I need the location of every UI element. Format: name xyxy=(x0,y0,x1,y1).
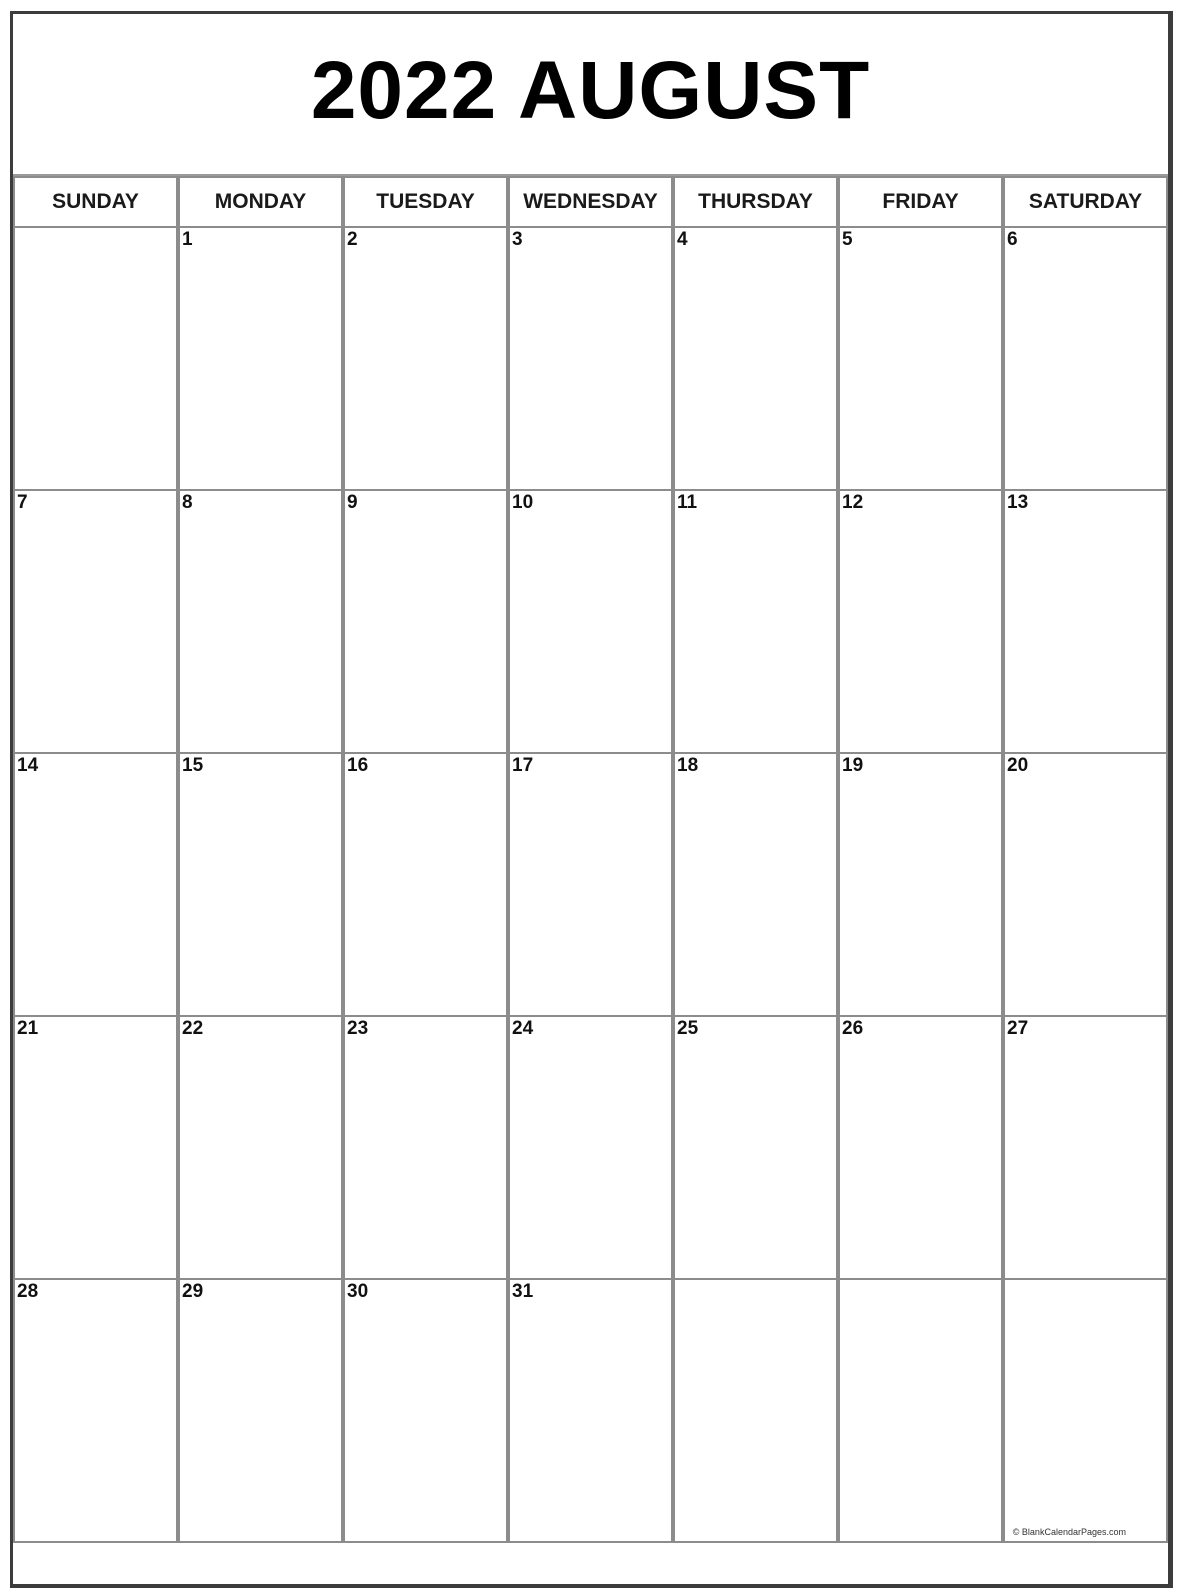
day-number xyxy=(840,1280,1001,1281)
day-cell xyxy=(838,491,1003,754)
day-number: 4 xyxy=(677,229,688,250)
day-cell xyxy=(178,754,343,1017)
day-cell xyxy=(508,228,673,491)
calendar-sheet xyxy=(10,11,1173,1588)
day-number: 21 xyxy=(17,1018,39,1039)
day-number: 1 xyxy=(182,229,193,250)
day-cell xyxy=(838,1280,1003,1543)
week-row-2 xyxy=(13,491,1168,754)
day-cell xyxy=(178,491,343,754)
day-number: 30 xyxy=(347,1281,369,1302)
day-number: 18 xyxy=(677,755,699,776)
day-cell xyxy=(13,1280,178,1543)
day-cell xyxy=(508,754,673,1017)
day-cell xyxy=(508,1017,673,1280)
day-number: 5 xyxy=(842,229,853,250)
day-number: 6 xyxy=(1007,229,1018,250)
day-number: 8 xyxy=(182,492,193,513)
day-number: 26 xyxy=(842,1018,864,1039)
day-number: 10 xyxy=(512,492,534,513)
weekday-saturday: SATURDAY xyxy=(1003,176,1168,228)
day-number: 15 xyxy=(182,755,204,776)
day-cell xyxy=(508,1280,673,1543)
day-cell xyxy=(343,491,508,754)
day-cell xyxy=(343,754,508,1017)
week-row-1 xyxy=(13,228,1168,491)
day-number: 27 xyxy=(1007,1018,1029,1039)
day-cell xyxy=(1003,228,1168,491)
day-cell xyxy=(343,1280,508,1543)
day-number: 19 xyxy=(842,755,864,776)
weekday-sunday: SUNDAY xyxy=(13,176,178,228)
day-cell xyxy=(1003,1017,1168,1280)
day-number: 22 xyxy=(182,1018,204,1039)
weekday-wednesday: WEDNESDAY xyxy=(508,176,673,228)
day-cell xyxy=(508,491,673,754)
calendar-grid xyxy=(13,176,1168,1543)
day-cell xyxy=(13,491,178,754)
day-number: 29 xyxy=(182,1281,204,1302)
weekday-thursday: THURSDAY xyxy=(673,176,838,228)
day-number xyxy=(675,1280,836,1281)
day-cell xyxy=(673,754,838,1017)
day-number: 17 xyxy=(512,755,534,776)
calendar-title: 2022 AUGUST xyxy=(310,45,871,136)
day-number: 28 xyxy=(17,1281,39,1302)
day-number: 9 xyxy=(347,492,358,513)
weekday-tuesday: TUESDAY xyxy=(343,176,508,228)
day-cell xyxy=(1003,491,1168,754)
weekday-monday: MONDAY xyxy=(178,176,343,228)
day-number xyxy=(15,228,176,229)
weekday-header-row xyxy=(13,176,1168,228)
day-number: 16 xyxy=(347,755,369,776)
day-cell xyxy=(178,1280,343,1543)
week-row-4 xyxy=(13,1017,1168,1280)
week-row-5 xyxy=(13,1280,1168,1543)
week-row-3 xyxy=(13,754,1168,1017)
day-cell xyxy=(673,1280,838,1543)
day-number: 14 xyxy=(17,755,39,776)
day-cell xyxy=(838,1017,1003,1280)
day-number: 11 xyxy=(677,492,698,513)
day-number: 13 xyxy=(1007,492,1029,513)
day-number: 3 xyxy=(512,229,523,250)
day-number: 20 xyxy=(1007,755,1029,776)
day-cell xyxy=(13,1017,178,1280)
day-number: 2 xyxy=(347,229,358,250)
day-cell xyxy=(178,228,343,491)
day-number: 12 xyxy=(842,492,864,513)
day-cell xyxy=(673,491,838,754)
day-cell xyxy=(343,1017,508,1280)
day-cell xyxy=(673,1017,838,1280)
weekday-friday: FRIDAY xyxy=(838,176,1003,228)
day-cell xyxy=(178,1017,343,1280)
day-cell xyxy=(838,754,1003,1017)
day-cell xyxy=(673,228,838,491)
day-cell xyxy=(343,228,508,491)
day-cell xyxy=(13,228,178,491)
day-number: 25 xyxy=(677,1018,699,1039)
day-number: 31 xyxy=(512,1281,534,1302)
day-number xyxy=(1005,1280,1166,1281)
day-number: 23 xyxy=(347,1018,369,1039)
day-cell xyxy=(838,228,1003,491)
site-credit: © BlankCalendarPages.com xyxy=(1012,1527,1126,1537)
title-bar xyxy=(13,14,1168,176)
day-number: 7 xyxy=(17,492,28,513)
day-cell-with-credit xyxy=(1003,1280,1168,1543)
day-cell xyxy=(13,754,178,1017)
day-number: 24 xyxy=(512,1018,534,1039)
day-cell xyxy=(1003,754,1168,1017)
